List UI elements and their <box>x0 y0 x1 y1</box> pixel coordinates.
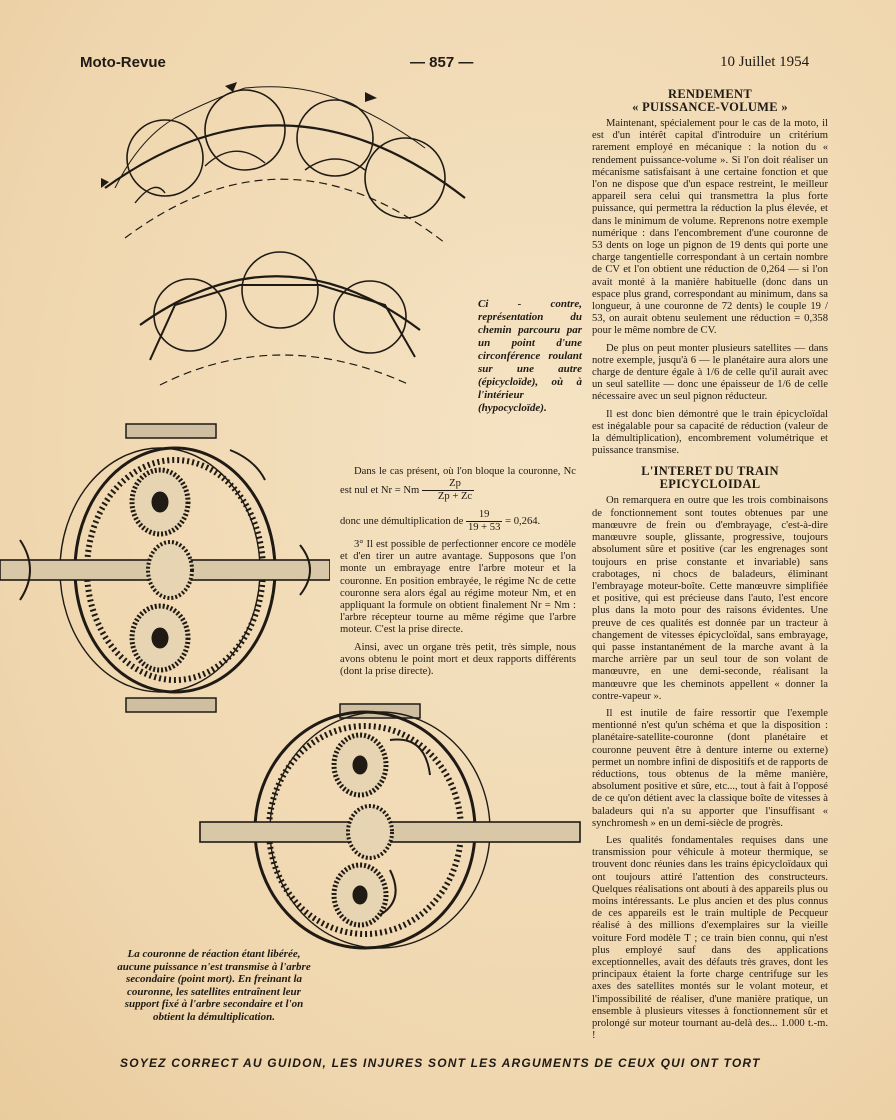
publication-name: Moto-Revue <box>80 54 166 71</box>
gear-assembly-braked <box>0 420 330 720</box>
section1-paragraph-3: Il est donc bien démontré que le train épicycloïdal est inégalable pour sa capacité de réduction (valeur de la démultiplication), encombrement volumétrique et puissance transmise. <box>592 408 828 457</box>
gear-assembly-neutral <box>190 700 590 950</box>
section-title-rendement <box>592 88 828 114</box>
hypocycloid-diagram <box>130 245 430 395</box>
gear-caption: La couronne de réaction étant libérée, aucune puissance n'est transmise à l'arbre secondaire (point mort). En freinant la couronne, les satellites entraînent leur support fixé à l'arbre secondaire et l'on obtient la démultiplication. <box>117 948 311 1023</box>
formula-denominator: Zp + Zc <box>437 491 473 503</box>
formula-numeric <box>466 509 502 534</box>
equals-sign: = <box>505 515 512 527</box>
section1-paragraph-2: De plus on peut monter plusieurs satellites — dans notre exemple, jusqu'à 6 — le planétaire aura alors une charge de denture égale à 1/6 de celle qu'il aurait avec un seul satellite — donc une épaisseur de 1/6 de celle nécessaire avec un seul pignon réducteur. <box>592 342 828 403</box>
page-footer-slogan: SOYEZ CORRECT AU GUIDON, LES INJURES SONT LES ARGUMENTS DE CEUX QUI ONT TORT <box>120 1056 761 1070</box>
epicycloid-caption: Ci - contre, représentation du chemin parcouru par un point d'une circonférence roulant sur une autre (épicycloïde), où à l'intérieur (hypocycloïde). <box>478 298 582 414</box>
paragraph-summary: Ainsi, avec un organe très petit, très simple, nous avons obtenu le point mort et deux rapports différents (dont la prise directe). <box>340 641 576 678</box>
section2-paragraph-3: Les qualités fondamentales requises dans une transmission pour véhicule à moteur thermique, se trouvent donc réunies dans les trains épicycloïdaux qui ont toujours attiré l'attention des constructeurs. Quelques réalisations ont abouti à des appareils plus ou moins intéressants. Le plus ancien et des plus connus de ces appareils est le train multiple de Pecqueur réalisé à des millions d'exemplaires sur la vieille voiture Ford modèle T ; ce train bien connu, qui n'est plus employé sauf dans des applications exceptionnelles, avait des défauts très graves, dont les principaux étaient la forte charge centrifuge sur les axes des satellites montés sur le volant moteur, et l'impossibilité de réaliser, d'une manière pratique, un ensemble à plusieurs vitesses à fonctionnement sûr et prolongé sur moteur tournant au-delà des... 1.000 t.-m. ! <box>592 834 828 1042</box>
section2-paragraph-1: On remarquera en outre que les trois combinaisons de fonctionnement sont toutes obtenues par une manœuvre de frein ou d'embrayage, c'est-à-dire manœuvre souple, glissante, progressive, toujours absolument sûre et positive (car les engrenages sont toujours en prise constante et invariable) sans crabotages, ni chocs de baladeurs, éliminant l'embrayage moteur-boîte. Cette manœuvre simplifiée et positive, qui est précieuse dans l'auto, l'est encore plus dans la moto pour des raisons évidentes. Une preuve de ces qualités est donnée par un tracteur à changement de vitesses épicycloïdal, sans embrayage, qui passe instantanément de la marche avant à la marche arrière par un seul tour de son volant de manœuvre, en une demi-seconde, réalisant la manœuvre que les cheminots appellent « donner la contre-vapeur ». <box>592 495 828 702</box>
page-number: — 857 — <box>410 54 474 71</box>
section1-paragraph-1: Maintenant, spécialement pour le cas de la moto, il est d'un intérêt capital d'introduire un critérium rarement employé en mécanique : la notion du « rendement puissance-volume ». Si l'on doit réaliser un mécanisme satisfaisant à une certaine fonction et que l'on ne dispose que d'un espace restreint, le meilleur appareil sera celui qui transmettra la plus forte puissance, qui permettra la réduction la plus élevée, et dans le minimum de volume. Reprenons notre exemple numérique : dans l'encombrement d'une couronne de 53 dents on loge un pignon de 19 dents qui porte une charge tangentielle correspondant à un certain nombre de CV et l'on obtient une réduction de 0,264 — si l'on avait monté à la manière habituelle (donc dans un espace plus grand, correspondant au minimum, dans sa longueur, à une couronne de 72 dents) le couple 19 / 53, on aurait obtenu seulement une réduction = 0,358 pour le même nombre de CV. <box>592 118 828 337</box>
section-title-interet <box>592 465 828 491</box>
demultiplication-text: donc une démultiplication de <box>340 515 464 527</box>
right-column-text <box>592 88 828 1047</box>
section2-paragraph-2: Il est inutile de faire ressortir que l'exemple mentionné n'est qu'un schéma et que la disposition : planétaire-satellite-couronne (dont planétaire et couronne peuvent être à denture interne ou externe) permet un nombre infini de dispositifs et de rapports de réductions, tous obtenus de la même manière, absolument positive et sûre, etc..., tout à fait à l'opposé de ce qu'on détient avec la classique boîte de vitesses à baladeurs qui n'a su apporter que l'insuffisant « synchromesh » en un demi-siècle de progrès. <box>592 707 828 829</box>
numeric-denominator: 19 + 53 <box>467 521 501 533</box>
ratio-result: 0,264. <box>513 515 541 527</box>
section2-title-line1: L'INTERET DU TRAIN <box>641 464 779 479</box>
section1-title-line1: RENDEMENT <box>668 87 752 101</box>
numeric-numerator: 19 <box>466 509 502 522</box>
paragraph-direct-drive: 3° Il est possible de perfectionner encore ce modèle et d'en tirer un autre avantage. Supposons que l'on monte un embrayage entre l'arbre moteur et la couronne. En position embrayée, le régime Nc de cette couronne sera alors égal au régime moteur Nm, et en appliquant la formule on obtient finalement Nr = Nm : l'arbre récepteur tourne au même régime que l'arbre moteur. C'est la prise directe. <box>340 539 576 636</box>
formula-numerator: Zp <box>422 478 474 491</box>
section2-title-line2: EPICYCLOIDAL <box>659 477 761 492</box>
section1-title-line2: « PUISSANCE-VOLUME » <box>632 100 788 114</box>
middle-column-text <box>340 466 576 683</box>
formula-intro: Dans le cas présent, où l'on bloque la couronne, Nc est nul et Nr = Nm <box>340 466 576 497</box>
formula-ratio <box>422 478 474 503</box>
issue-date: 10 Juillet 1954 <box>720 54 810 70</box>
